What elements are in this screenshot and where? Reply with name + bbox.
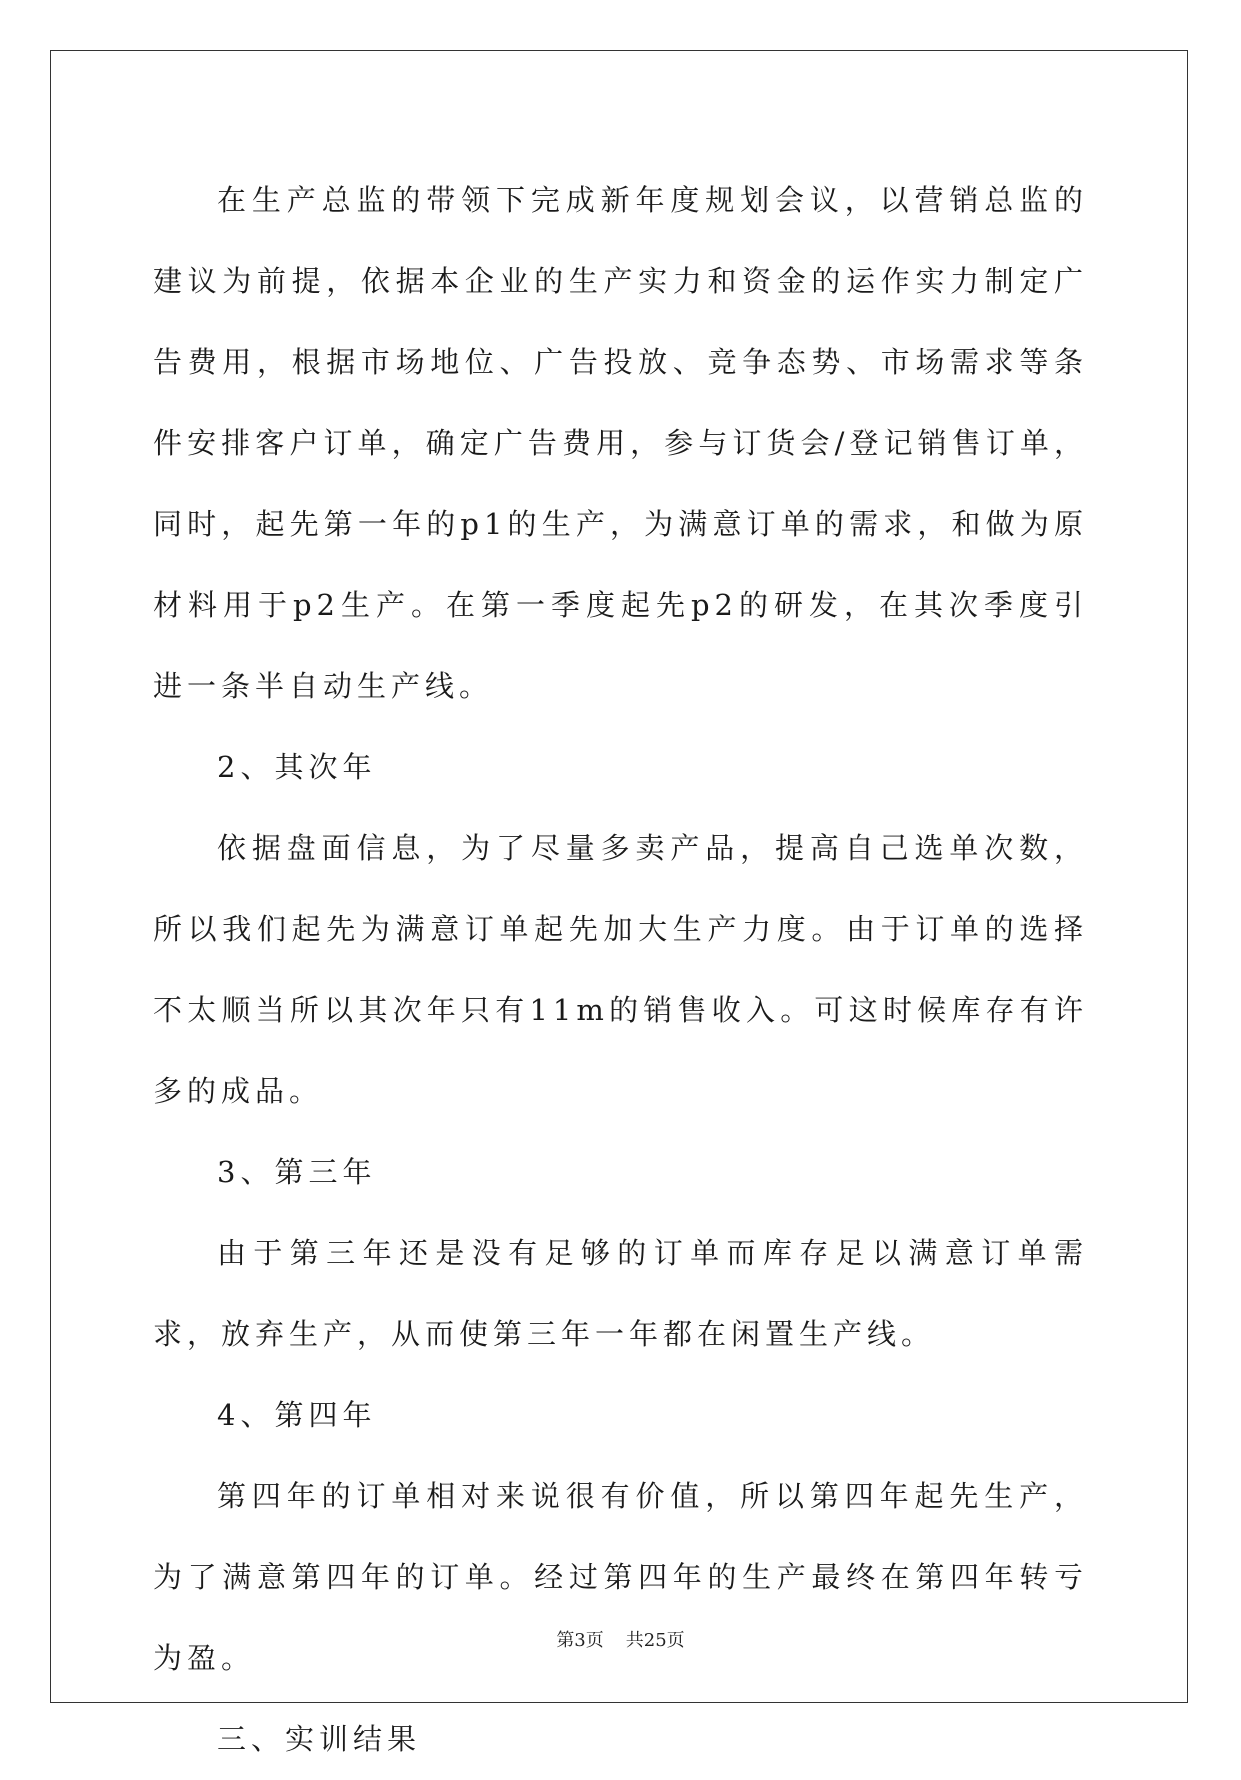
- page-footer: [0, 1626, 1241, 1652]
- heading-third-year: 3、第三年: [217, 1155, 377, 1189]
- paragraph-second-year: 依据盘面信息，为了尽量多卖产品，提高自己选单次数，所以我们起先为满意订单起先加大生产力度。由于订单的选择不太顺当所以其次年只有11m的销售收入。可这时候库存有许多的成品。: [153, 831, 1088, 1108]
- page-number: 第3页: [556, 1630, 604, 1651]
- page-total: 共25页: [625, 1630, 685, 1651]
- paragraph-plan-year-one: 在生产总监的带领下完成新年度规划会议，以营销总监的建议为前提，依据本企业的生产实力和资金的运作实力制定广告费用，根据市场地位、广告投放、竞争态势、市场需求等条件安排客户订单，确定广告费用，参与订货会/登记销售订单，同时，起先第一年的p1的生产，为满意订单的需求，和做为原材料用于p2生产。在第一季度起先p2的研发，在其次季度引进一条半自动生产线。: [153, 183, 1088, 703]
- heading-second-year: 2、其次年: [217, 750, 377, 784]
- heading-training-results: 三、实训结果: [217, 1722, 422, 1756]
- paragraph-fourth-year: 第四年的订单相对来说很有价值，所以第四年起先生产，为了满意第四年的订单。经过第四年的生产最终在第四年转亏为盈。: [153, 1479, 1088, 1675]
- heading-fourth-year: 4、第四年: [217, 1398, 377, 1432]
- paragraph-third-year: 由于第三年还是没有足够的订单而库存足以满意订单需求，放弃生产，从而使第三年一年都在闲置生产线。: [153, 1236, 1088, 1351]
- document-body: [153, 160, 1088, 1780]
